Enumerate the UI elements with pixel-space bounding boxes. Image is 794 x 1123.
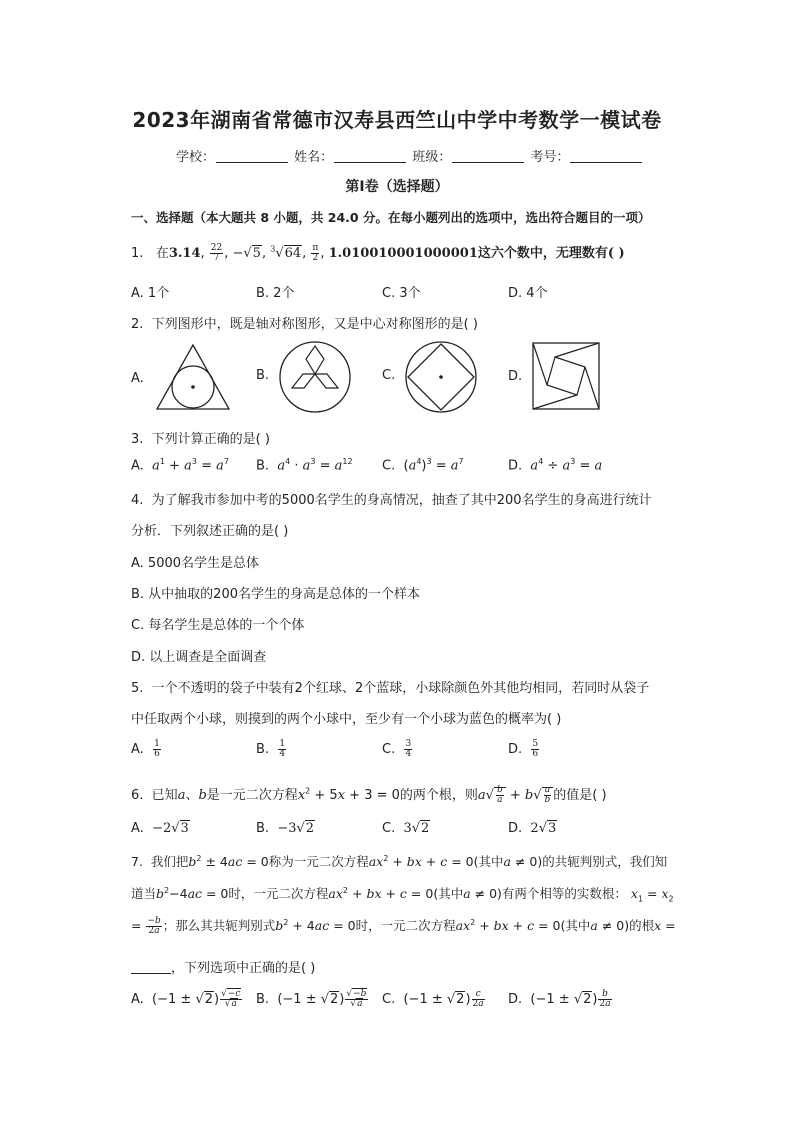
q4-option-b[interactable]: B. 从中抽取的200名学生的身高是总体的一个样本 (131, 587, 420, 602)
triangle-circle-figure (153, 343, 233, 413)
name-blank[interactable] (334, 150, 406, 163)
question-3-stem: 3. 下列计算正确的是( ) (131, 432, 270, 447)
q6-option-a[interactable]: A. −2√3 (131, 821, 189, 836)
exam-no-label: 考号： (530, 150, 570, 165)
q5-option-c[interactable]: C. $\frac{3}{4}$ (382, 739, 412, 759)
q2-option-c[interactable]: C. (382, 340, 492, 414)
q3-option-a[interactable]: A. $a^1 + a^3 = a^7$ (131, 457, 229, 474)
pinwheel-square-figure (530, 341, 602, 413)
q3-option-d[interactable]: D. $a^4 \div a^3 = a$ (508, 457, 603, 474)
school-label: 学校： (176, 150, 216, 165)
question-5-stem-line1: 5. 一个不透明的袋子中装有2个红球、2个蓝球，小球除颜色外其他均相同，若同时从袋子 (131, 681, 650, 696)
question-1-stem: 1. 在3.14, $\frac{22}{7}$ , −√5, $^3$√64, $\frac{\pi}{2}$ , 1.010010001000001这六个数中，无理数有( ) (131, 243, 625, 263)
question-6-stem: 6. 已知a、b是一元二次方程$x^2 + 5x + 3 = 0$的两个根，则a√ $\frac{b}{a}$ + b√ $\frac{a}{b}$ 的值是( ) (131, 785, 607, 805)
three-diamond-circle-figure (278, 340, 352, 414)
school-blank[interactable] (216, 150, 288, 163)
q2-option-b[interactable]: B. (256, 340, 366, 414)
q7-option-c[interactable]: C. (−1 ± √2) $\frac{c}{2a}$ (382, 989, 484, 1009)
question-4-stem-line2: 分析．下列叙述正确的是( ) (131, 524, 289, 539)
question-2-stem: 2. 下列图形中，既是轴对称图形，又是中心对称图形的是( ) (131, 317, 478, 332)
question-4-stem-line1: 4. 为了解我市参加中考的5000名学生的身高情况，抽查了其中200名学生的身高进行统计 (131, 493, 652, 508)
class-label: 班级： (412, 150, 452, 165)
q2-option-d[interactable]: D. (508, 341, 618, 413)
q1-option-d[interactable]: D. 4个 (508, 286, 548, 301)
q5-option-d[interactable]: D. $\frac{5}{6}$ (508, 739, 539, 759)
q1-option-c[interactable]: C. 3个 (382, 286, 421, 301)
q3-option-c[interactable]: C. $(a^4)^3 = a^7$ (382, 457, 464, 474)
square-in-circle-figure (404, 340, 478, 414)
q7-option-b[interactable]: B. (−1 ± √2) $\frac{√-b}{√a}$ (256, 989, 367, 1009)
q7-option-a[interactable]: A. (−1 ± √2) $\frac{√-c}{√a}$ (131, 989, 241, 1009)
exam-no-blank[interactable] (570, 150, 642, 163)
question-7-line1: 7. 我们把$b^2 \pm 4ac = 0$称为一元二次方程$ax^2$ + bx + c = 0(其中a ≠ 0)的共轭判别式，我们知 (131, 853, 668, 869)
q5-option-b[interactable]: B. $\frac{1}{4}$ (256, 739, 286, 759)
q4-option-c[interactable]: C. 每名学生是总体的一个个体 (131, 618, 305, 633)
class-blank[interactable] (452, 150, 524, 163)
q6-option-d[interactable]: D. 2√3 (508, 821, 557, 836)
q1-option-a[interactable]: A. 1个 (131, 286, 170, 301)
q4-option-a[interactable]: A. 5000名学生是总体 (131, 556, 260, 571)
student-info-row (176, 146, 644, 165)
volume-heading: 第I卷（选择题） (345, 179, 449, 195)
q2-option-a[interactable]: A. (131, 343, 241, 413)
question-7-line2: 道当$b^2-4ac = 0$时，一元二次方程$ax^2$ + bx + c = 0(其中a ≠ 0)有两个相等的实数根： $x_1 = x_2$ (131, 885, 674, 904)
page-title: 2023年湖南省常德市汉寿县西竺山中学中考数学一模试卷 (132, 108, 662, 132)
question-7-line4: ，下列选项中正确的是( ) (131, 957, 315, 976)
q1-option-b[interactable]: B. 2个 (256, 286, 295, 301)
q7-option-d[interactable]: D. (−1 ± √2) $\frac{b}{2a}$ (508, 989, 611, 1009)
name-label: 姓名： (294, 150, 334, 165)
q5-option-a[interactable]: A. $\frac{1}{6}$ (131, 739, 160, 759)
section-heading: 一、选择题（本大题共 8 小题，共 24.0 分。在每小题列出的选项中，选出符合题目的一项） (131, 210, 651, 225)
q6-option-c[interactable]: C. 3√2 (382, 821, 430, 836)
q6-option-b[interactable]: B. −3√2 (256, 821, 315, 836)
question-5-stem-line2: 中任取两个小球，则摸到的两个小球中，至少有一个小球为蓝色的概率为( ) (131, 712, 562, 727)
q4-option-d[interactable]: D. 以上调查是全面调查 (131, 650, 267, 665)
q3-option-b[interactable]: B. $a^4 \cdot a^3 = a^{12}$ (256, 457, 353, 474)
question-7-line3: = $\frac{-b}{2a}$ ；那么其共轭判别式$b^2 + 4ac = 0$时，一元二次方程$ax^2$ + bx + c = 0(其中a ≠ 0)的根x = (131, 916, 676, 936)
answer-blank[interactable] (131, 961, 171, 974)
